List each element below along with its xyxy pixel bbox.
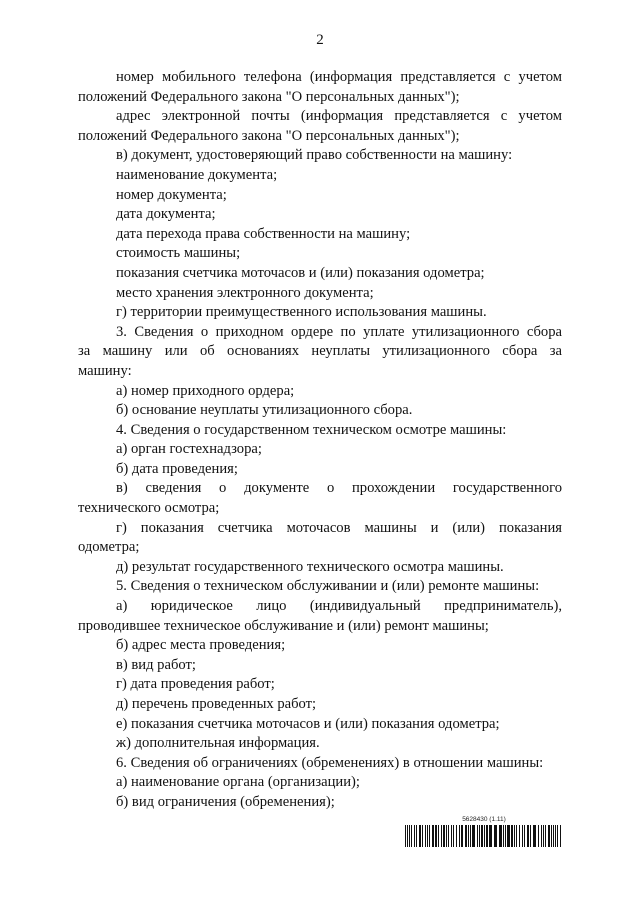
- barcode-bar: [416, 825, 417, 847]
- barcode-bar: [551, 825, 552, 847]
- barcode-bar: [448, 825, 449, 847]
- barcode-bar: [557, 825, 558, 847]
- text-line: а) номер приходного ордера;: [116, 382, 295, 399]
- barcode-bar: [519, 825, 520, 847]
- barcode-bar: [481, 825, 483, 847]
- text-line: место хранения электронного документа;: [116, 284, 374, 301]
- text-line: показания счетчика моточасов и (или) показания одометра;: [116, 264, 485, 281]
- barcode-bar: [499, 825, 502, 847]
- text-line: г) показания счетчика моточасов машины и (или) показания: [116, 519, 562, 536]
- barcode-bar: [472, 825, 475, 847]
- text-line: одометра;: [78, 539, 140, 556]
- text-line: в) вид работ;: [116, 656, 196, 673]
- text-line: а) орган гостехнадзора;: [116, 441, 262, 458]
- text-line: стоимость машины;: [116, 245, 241, 262]
- barcode-bar: [405, 825, 406, 847]
- barcode-bar: [530, 825, 531, 847]
- barcode-bar: [560, 825, 561, 847]
- text-line: номер документа;: [116, 186, 227, 203]
- barcode-bar: [479, 825, 480, 847]
- barcode-bar: [438, 825, 439, 847]
- text-line: 4. Сведения о государственном техническом осмотре машины:: [116, 421, 507, 438]
- barcode-bar: [516, 825, 517, 847]
- barcode-bar: [524, 825, 525, 847]
- text-line: в) документ, удостоверяющий право собственности на машину:: [116, 147, 513, 164]
- barcode-bar: [425, 825, 426, 847]
- barcode-bar: [409, 825, 410, 847]
- barcode-bar: [451, 825, 452, 847]
- text-line: б) основание неуплаты утилизационного сбора.: [116, 402, 413, 419]
- barcode-bar: [527, 825, 529, 847]
- barcode-bar: [456, 825, 457, 847]
- text-line: б) дата проведения;: [116, 460, 238, 477]
- text-line: адрес электронной почты (информация представляется с учетом: [116, 108, 562, 125]
- barcode-bar: [470, 825, 471, 847]
- barcode-bar: [545, 825, 546, 847]
- barcode-bars: [405, 825, 563, 847]
- barcode-bar: [503, 825, 504, 847]
- barcode-bar: [422, 825, 423, 847]
- barcode-bar: [465, 825, 467, 847]
- barcode-bar: [538, 825, 539, 847]
- barcode-bar: [548, 825, 550, 847]
- barcode-bar: [553, 825, 554, 847]
- text-line: за машину или об основаниях неуплаты утилизационного сбора за: [78, 343, 562, 360]
- text-line: машину:: [78, 362, 132, 379]
- barcode-bar: [543, 825, 544, 847]
- barcode-bar: [461, 825, 463, 847]
- barcode-bar: [411, 825, 412, 847]
- text-line: наименование документа;: [116, 166, 278, 183]
- text-line: 3. Сведения о приходном ордере по уплате утилизационного сбора: [116, 323, 562, 340]
- text-line: проводившее техническое обслуживание и (или) ремонт машины;: [78, 617, 489, 634]
- barcode: [405, 816, 563, 848]
- barcode-bar: [477, 825, 478, 847]
- barcode-bar: [427, 825, 428, 847]
- barcode-bar: [446, 825, 447, 847]
- text-line: д) результат государственного технического осмотра машины.: [116, 558, 504, 575]
- barcode-label: 5628430 (1.11): [462, 816, 506, 823]
- barcode-bar: [511, 825, 513, 847]
- barcode-bar: [443, 825, 445, 847]
- text-line: номер мобильного телефона (информация представляется с учетом: [116, 69, 562, 85]
- text-line: б) адрес места проведения;: [116, 637, 286, 654]
- barcode-bar: [489, 825, 492, 847]
- barcode-bar: [494, 825, 497, 847]
- barcode-bar: [541, 825, 542, 847]
- text-line: 6. Сведения об ограничениях (обременениях) в отношении машины:: [116, 754, 544, 771]
- barcode-bar: [533, 825, 536, 847]
- text-line: д) перечень проведенных работ;: [116, 696, 317, 712]
- text-line: г) территории преимущественного использования машины.: [116, 304, 487, 321]
- barcode-bar: [453, 825, 454, 847]
- text-line: г) дата проведения работ;: [116, 676, 275, 693]
- text-line: дата перехода права собственности на машину;: [116, 225, 411, 242]
- text-line: технического осмотра;: [78, 500, 220, 517]
- barcode-bar: [432, 825, 434, 847]
- barcode-bar: [429, 825, 430, 847]
- barcode-bar: [484, 825, 485, 847]
- text-line: 5. Сведения о техническом обслуживании и (или) ремонте машины:: [116, 578, 540, 595]
- text-line: положений Федерального закона "О персональных данных");: [78, 127, 460, 144]
- text-line: ж) дополнительная информация.: [116, 735, 320, 752]
- page-number: 2: [316, 32, 324, 48]
- barcode-bar: [514, 825, 515, 847]
- barcode-bar: [486, 825, 488, 847]
- text-line: в) сведения о документе о прохождении государственного: [116, 480, 562, 497]
- text-line: а) юридическое лицо (индивидуальный предприниматель),: [116, 598, 562, 615]
- document-body: [78, 68, 562, 813]
- text-line: дата документа;: [116, 206, 216, 223]
- barcode-bar: [435, 825, 437, 847]
- barcode-bar: [507, 825, 510, 847]
- barcode-bar: [522, 825, 523, 847]
- barcode-bar: [441, 825, 442, 847]
- barcode-bar: [459, 825, 460, 847]
- text-line: е) показания счетчика моточасов и (или) показания одометра;: [116, 715, 500, 732]
- barcode-bar: [555, 825, 556, 847]
- barcode-bar: [468, 825, 469, 847]
- barcode-bar: [419, 825, 421, 847]
- text-line: а) наименование органа (организации);: [116, 774, 360, 791]
- barcode-bar: [407, 825, 408, 847]
- text-line: б) вид ограничения (обременения);: [116, 793, 335, 810]
- barcode-bar: [505, 825, 506, 847]
- text-line: положений Федерального закона "О персональных данных");: [78, 88, 460, 105]
- barcode-bar: [414, 825, 415, 847]
